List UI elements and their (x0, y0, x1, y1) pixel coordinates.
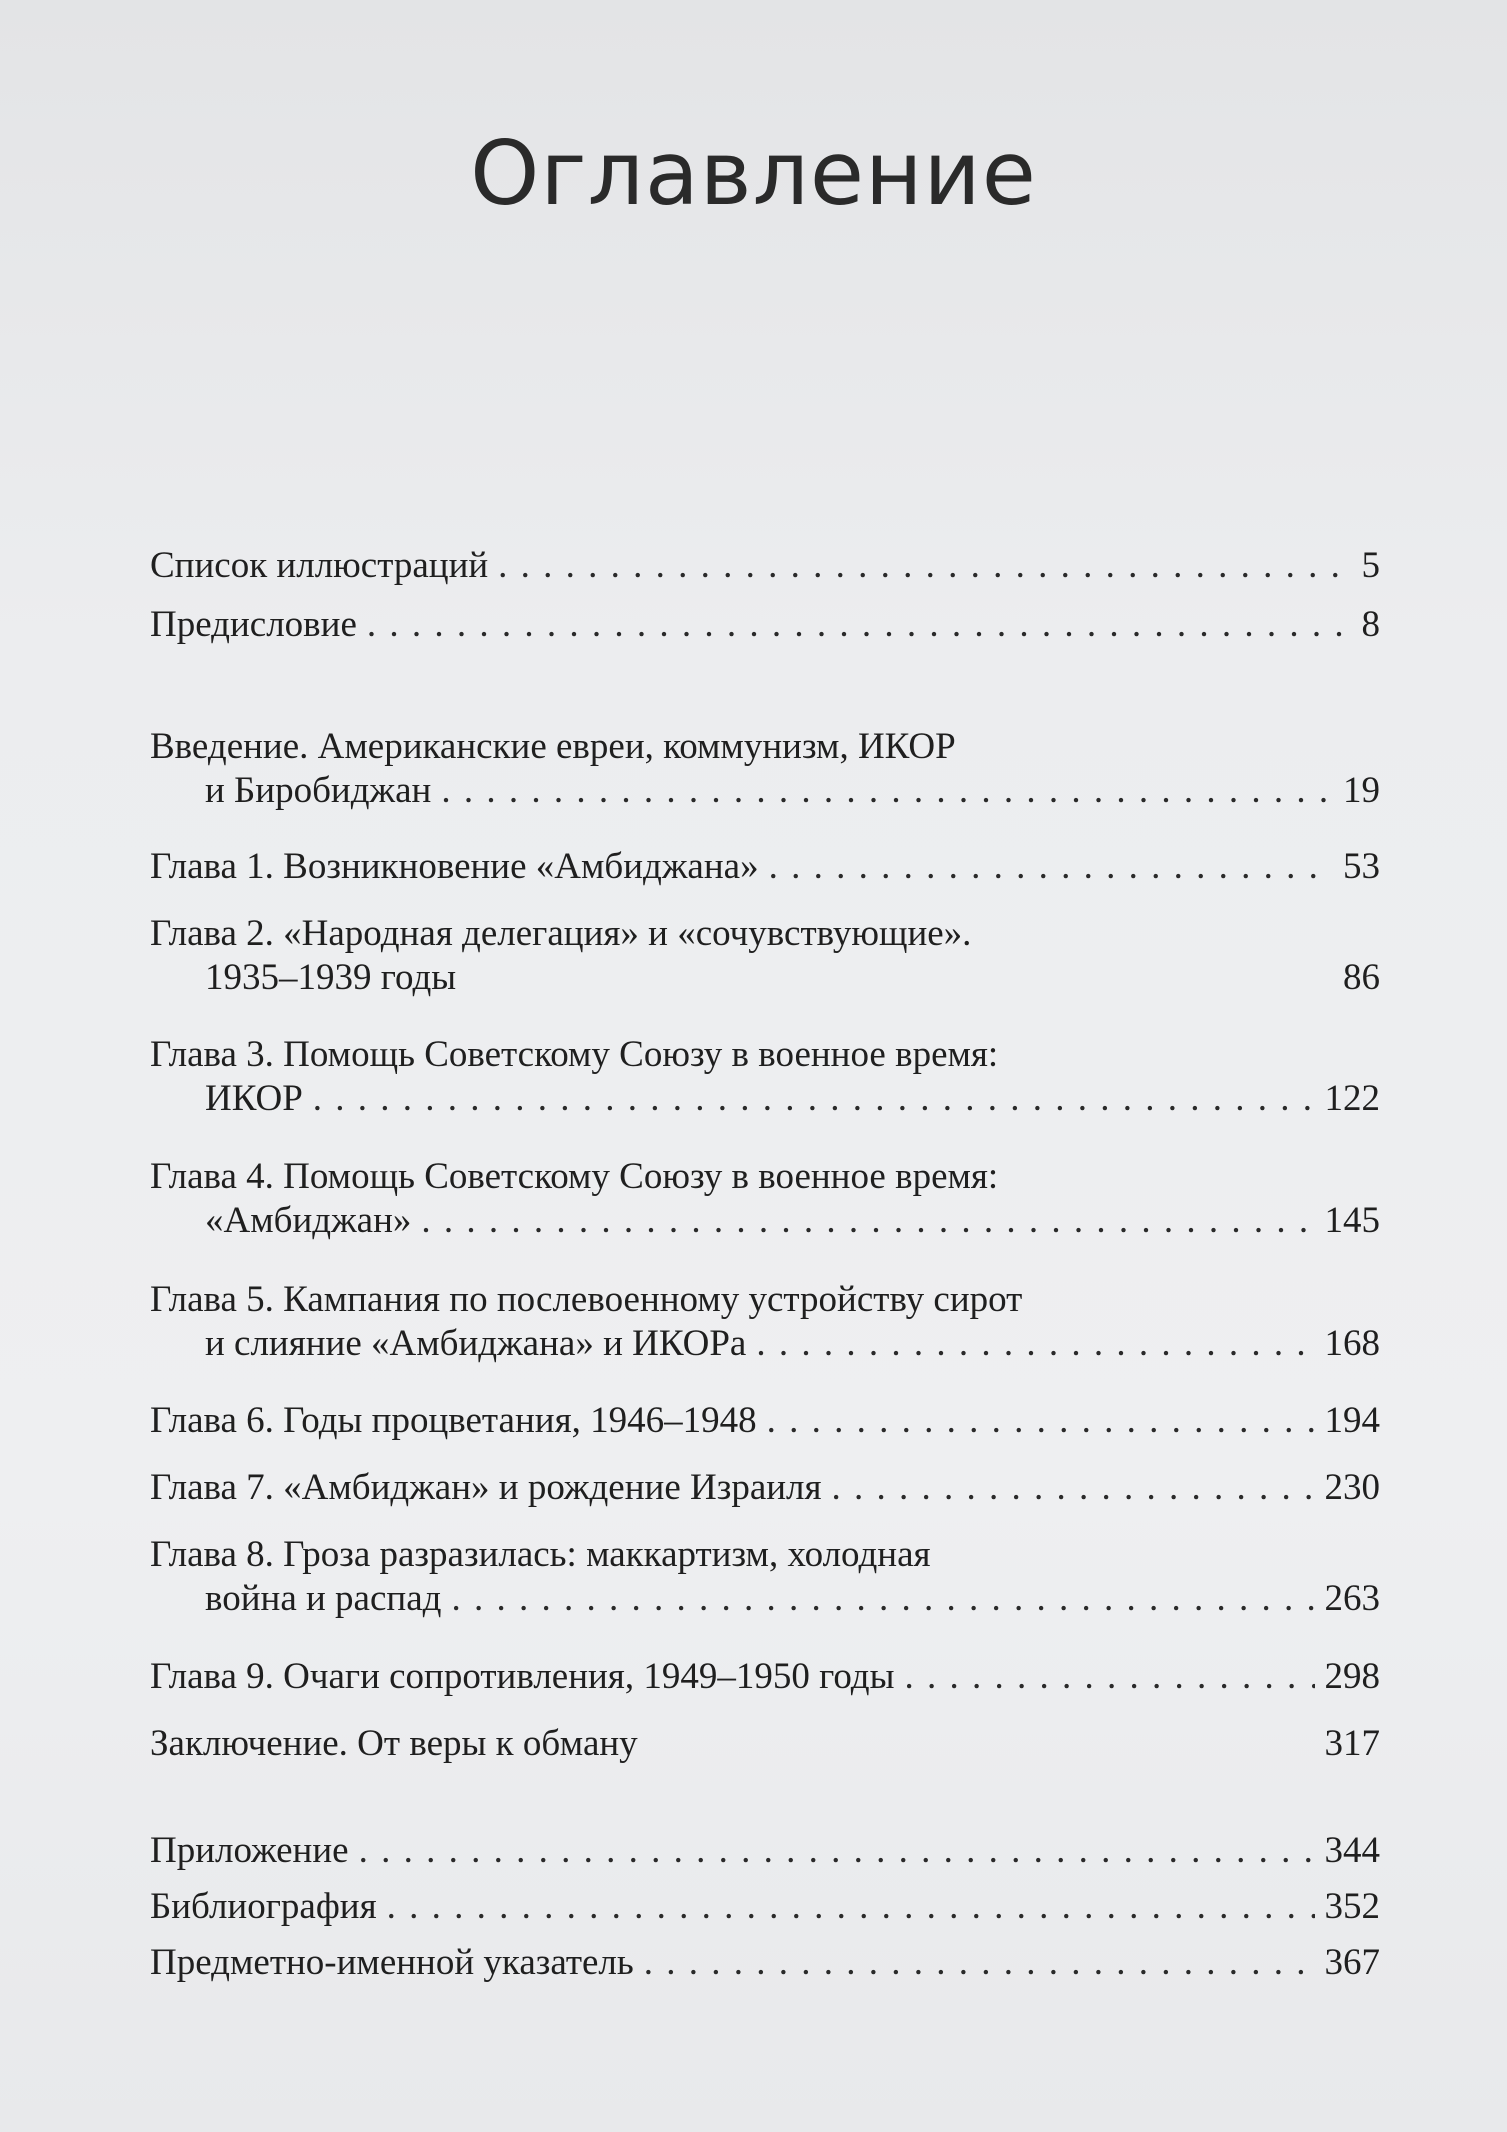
toc-entry-title-line: Глава 2. «Народная делегация» и «сочувствующие». (150, 913, 972, 954)
toc-entry-page: 352 (1324, 1886, 1380, 1927)
toc-entry (150, 912, 1380, 1001)
toc-entry (150, 1533, 1380, 1622)
toc-entry (150, 603, 1380, 647)
toc-entry-title: война и распад (205, 1578, 442, 1620)
toc-entry-title-line: Глава 8. Гроза разразилась: маккартизм, холодная (150, 1534, 931, 1575)
toc-entry (150, 1155, 1380, 1244)
toc-entry (150, 1033, 1380, 1122)
toc-entry-title-line: Глава 4. Помощь Советскому Союзу в военное время: (150, 1156, 999, 1197)
toc-entry (150, 1941, 1380, 1985)
leader-dots (767, 1399, 1315, 1443)
leader-dots (421, 1199, 1314, 1243)
toc-entry-title: Библиография (150, 1886, 377, 1927)
toc-entry-page: 194 (1324, 1400, 1380, 1441)
toc-entry-title: Список иллюстраций (150, 545, 489, 586)
toc-entry (150, 1655, 1380, 1699)
toc-entry-title: Глава 9. Очаги сопротивления, 1949–1950 годы (150, 1656, 895, 1697)
leader-dots (441, 769, 1333, 813)
toc-entry-title: Предметно-именной указатель (150, 1942, 634, 1983)
leader-dots (359, 1829, 1315, 1873)
toc-entry-page: 53 (1343, 846, 1380, 887)
toc-entry-title-line: Глава 3. Помощь Советскому Союзу в военное время: (150, 1034, 999, 1075)
leader-dots (498, 544, 1351, 588)
toc-entry-title: и слияние «Амбиджана» и ИКОРа (205, 1323, 747, 1365)
toc-entry-page: 122 (1324, 1078, 1380, 1120)
toc-entry-page: 298 (1324, 1656, 1380, 1697)
toc-entry-page: 5 (1361, 545, 1380, 586)
page-title: Оглавление (470, 122, 1037, 225)
toc-entry-title-line: Глава 5. Кампания по послевоенному устройству сирот (150, 1279, 1023, 1320)
toc-entry-title: 1935–1939 годы (205, 957, 457, 999)
leader-dots (313, 1077, 1315, 1121)
toc-entry-title: Заключение. От веры к обману (150, 1723, 638, 1764)
leader-dots (769, 845, 1333, 889)
toc-entry-title-line: Введение. Американские евреи, коммунизм, ИКОР (150, 726, 956, 767)
leader-dots (756, 1322, 1314, 1366)
leader-dots (644, 1941, 1315, 1985)
toc-entry-page: 168 (1324, 1323, 1380, 1365)
toc-entry (150, 1466, 1380, 1510)
toc-entry (150, 1885, 1380, 1929)
toc-entry-page: 19 (1343, 770, 1380, 812)
toc-entry-title: Глава 7. «Амбиджан» и рождение Израиля (150, 1467, 822, 1508)
toc-entry (150, 1829, 1380, 1873)
toc-entry-page: 344 (1324, 1830, 1380, 1871)
toc-entry-title: «Амбиджан» (205, 1200, 412, 1242)
toc-entry-page: 317 (1324, 1723, 1380, 1764)
toc-entry-title: и Биробиджан (205, 770, 432, 812)
toc-entry-page: 8 (1361, 604, 1380, 645)
toc-entry-title: Глава 1. Возникновение «Амбиджана» (150, 846, 759, 887)
leader-dots (832, 1466, 1315, 1510)
leader-dots (451, 1577, 1314, 1621)
toc-entry-title: Приложение (150, 1830, 349, 1871)
toc-entry-page: 145 (1324, 1200, 1380, 1242)
leader-dots (904, 1655, 1314, 1699)
toc-entry (150, 1399, 1380, 1443)
leader-dots (367, 603, 1352, 647)
toc-entry-page: 230 (1324, 1467, 1380, 1508)
toc-entry-title: Предисловие (150, 604, 357, 645)
toc-entry (150, 845, 1380, 889)
toc-entry (150, 725, 1380, 814)
toc-entry-page: 86 (1343, 957, 1380, 999)
toc-entry-title: ИКОР (205, 1078, 303, 1120)
toc-entry-page: 263 (1324, 1578, 1380, 1620)
toc-entry (150, 1722, 1380, 1766)
toc-entry (150, 544, 1380, 588)
leader-dots (387, 1885, 1315, 1929)
toc-entry-page: 367 (1324, 1942, 1380, 1983)
toc-entry-title: Глава 6. Годы процветания, 1946–1948 (150, 1400, 757, 1441)
toc-entry (150, 1278, 1380, 1367)
